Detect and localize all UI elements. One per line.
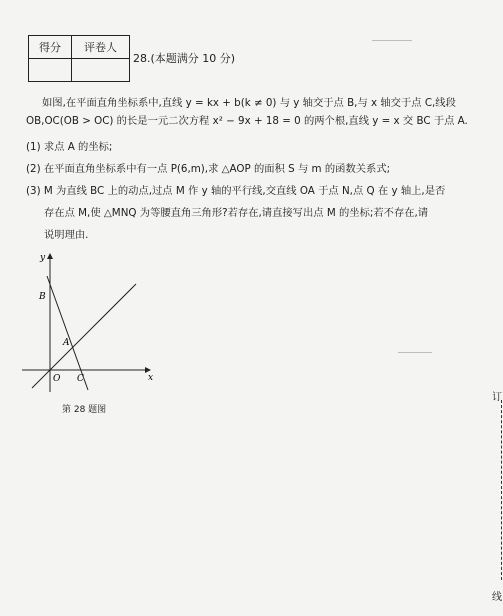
score-cell[interactable]	[29, 59, 72, 82]
intro-line-2: OB,OC(OB > OC) 的长是一元二次方程 x² − 9x + 18 = 0 的两个根,直线 y = x 交 BC 于点 A.	[26, 115, 468, 127]
line-oa	[32, 284, 136, 388]
margin-mark-bottom: 线	[492, 592, 502, 603]
label-x: x	[148, 373, 154, 383]
part-3-line-1: (3) M 为直线 BC 上的动点,过点 M 作 y 轴的平行线,交直线 OA 于点 N,点 Q 在 y 轴上,是否	[26, 185, 446, 197]
scan-mark-top	[372, 40, 412, 41]
score-table	[28, 35, 130, 82]
binding-line	[501, 400, 502, 580]
line-bc	[47, 276, 88, 390]
label-a: A	[63, 338, 70, 348]
part-2: (2) 在平面直角坐标系中有一点 P(6,m),求 △AOP 的面积 S 与 m 的函数关系式;	[26, 163, 391, 175]
label-y: y	[40, 253, 46, 263]
part-3-line-2: 存在点 M,使 △MNQ 为等腰直角三角形?若存在,请直接写出点 M 的坐标;若不存在,请	[44, 207, 429, 219]
label-c: C	[77, 374, 84, 384]
intro-line-1: 如图,在平面直角坐标系中,直线 y = kx + b(k ≠ 0) 与 y 轴交于点 B,与 x 轴交于点 C,线段	[42, 97, 456, 109]
score-header: 得分	[29, 36, 72, 59]
grader-header: 评卷人	[72, 36, 130, 59]
part-1: (1) 求点 A 的坐标;	[26, 141, 113, 153]
part-3-line-3: 说明理由.	[44, 229, 89, 241]
grader-cell[interactable]	[72, 59, 130, 82]
margin-mark-top: 订	[492, 392, 502, 403]
question-title: 28.(本题满分 10 分)	[133, 52, 236, 65]
label-b: B	[39, 292, 46, 302]
scan-mark-middle	[398, 352, 432, 353]
label-o: O	[53, 374, 61, 384]
figure-caption: 第 28 题图	[62, 405, 107, 415]
coordinate-figure	[18, 248, 168, 398]
